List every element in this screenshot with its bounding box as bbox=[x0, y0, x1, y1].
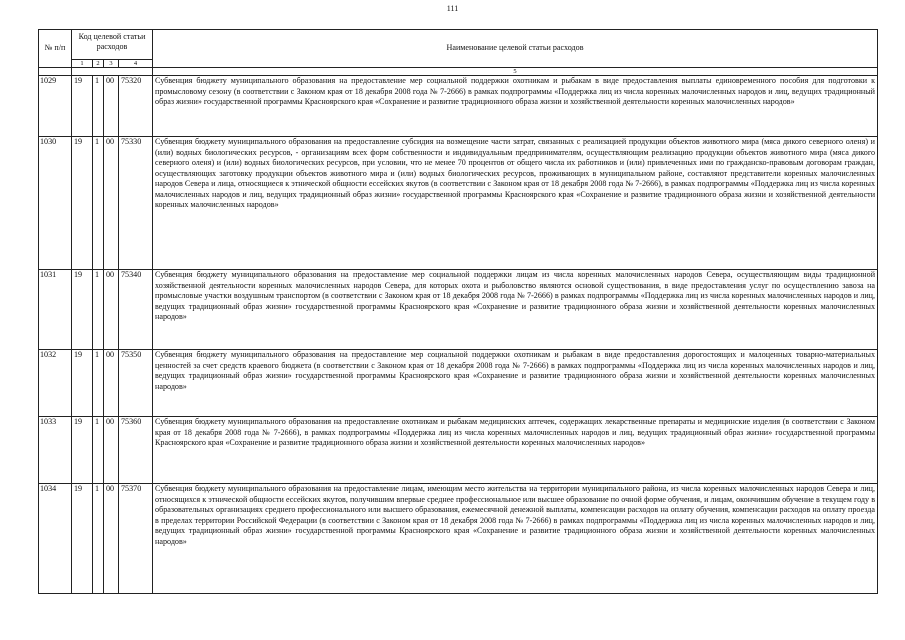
row-code-4: 75340 bbox=[119, 270, 153, 350]
row-code-4: 75360 bbox=[119, 417, 153, 484]
budget-table bbox=[38, 29, 878, 594]
row-code-4: 75350 bbox=[119, 350, 153, 417]
header-name: Наименование целевой статьи расходов bbox=[153, 30, 878, 68]
table-row bbox=[39, 270, 878, 350]
row-code-2: 1 bbox=[93, 270, 104, 350]
table-row bbox=[39, 417, 878, 484]
row-num: 1030 bbox=[39, 137, 72, 270]
row-code-2: 1 bbox=[93, 417, 104, 484]
row-name: Субвенция бюджету муниципального образования на предоставление мер социальной поддержки охотникам и рыбакам в виде предоставления выплаты единовременного пособия для подготовки к промысловому сезону (в соответствии с Законом края от 18 декабря 2008 года № 7-2666) в рамках подпрограммы «Поддержка лиц из числа коренных малочисленных народов и лиц, ведущих традиционный образ жизни» государственной программы Красноярского края «Сохранение и развитие традиционного образа жизни и хозяйственной деятельности коренных малочисленных народов» bbox=[153, 76, 878, 137]
row-code-4: 75370 bbox=[119, 484, 153, 594]
header-index: 1 bbox=[72, 60, 93, 68]
row-code-3: 00 bbox=[104, 350, 119, 417]
table-row bbox=[39, 137, 878, 270]
row-name: Субвенция бюджету муниципального образования на предоставление мер социальной поддержки охотникам и рыбакам в виде предоставления дорогостоящих и малоценных товарно-материальных ценностей за счет средств краевого бюджета (в соответствии с Законом края от 18 декабря 2008 года № 7-2666) в рамках подпрограммы «Поддержка лиц из числа коренных малочисленных народов и лиц, ведущих традиционный образ жизни» государственной программы Красноярского края «Сохранение и развитие традиционного образа жизни и хозяйственной деятельности коренных малочисленных народов» bbox=[153, 350, 878, 417]
header-index-name: 5 bbox=[153, 68, 878, 76]
row-code-3: 00 bbox=[104, 137, 119, 270]
row-name: Субвенция бюджету муниципального образования на предоставление охотникам и рыбакам медицинских аптечек, содержащих лекарственные препараты и медицинские изделия (в соответствии с Законом края от 18 декабря 2008 года № 7-2666), в рамках подпрограммы «Поддержка лиц из числа коренных малочисленных народов и лиц, ведущих традиционный образ жизни» государственной программы Красноярского края «Сохранение и развитие традиционного образа жизни и хозяйственной деятельности коренных малочисленных народов» bbox=[153, 417, 878, 484]
row-code-2: 1 bbox=[93, 137, 104, 270]
table-row bbox=[39, 350, 878, 417]
row-code-1: 19 bbox=[72, 484, 93, 594]
row-name: Субвенция бюджету муниципального образования на предоставление лицам, имеющим место жительства на территории муниципального района, из числа коренных малочисленных народов Севера и лиц, относящихся к этнической общности ессейских якутов, получившим впервые среднее профессиональное или высшее образование по очной форме обучения, и лицам, окончившим обучение в текущем году в образовательных организациях среднего профессионального или высшего образования, ежемесячной денежной выплаты, компенсации расходов на оплату обучения, компенсации расходов на оплату проезда в пределах территории Российской Федерации (в соответствии с Законом края от 18 декабря 2008 года № 7-2666) в рамках подпрограммы «Поддержка лиц из числа коренных малочисленных народов и лиц, ведущих традиционный образ жизни» государственной программы Красноярского края «Сохранение и развитие традиционного образа жизни и хозяйственной деятельности коренных малочисленных народов» bbox=[153, 484, 878, 594]
row-num: 1031 bbox=[39, 270, 72, 350]
row-code-3: 00 bbox=[104, 76, 119, 137]
row-code-3: 00 bbox=[104, 417, 119, 484]
table-row bbox=[39, 484, 878, 594]
row-code-4: 75320 bbox=[119, 76, 153, 137]
name-index-row bbox=[39, 68, 878, 76]
row-code-4: 75330 bbox=[119, 137, 153, 270]
row-code-1: 19 bbox=[72, 270, 93, 350]
header-index: 2 bbox=[93, 60, 104, 68]
row-code-1: 19 bbox=[72, 417, 93, 484]
row-num: 1029 bbox=[39, 76, 72, 137]
row-code-2: 1 bbox=[93, 76, 104, 137]
header-index: 3 bbox=[104, 60, 119, 68]
row-num: 1034 bbox=[39, 484, 72, 594]
header-num: № п/п bbox=[39, 30, 72, 68]
row-num: 1032 bbox=[39, 350, 72, 417]
row-code-3: 00 bbox=[104, 270, 119, 350]
row-name: Субвенция бюджету муниципального образования на предоставление субсидия на возмещение части затрат, связанных с реализацией продукции объектов животного мира (мяса дикого северного оленя) и (или) водных биологических ресурсов, - организациям всех форм собственности и индивидуальным предпринимателям, осуществляющим реализацию продукции объектов животного мира (мяса дикого северного оленя) и (или) водных биологических ресурсов, при условии, что не менее 70 процентов от общего числа их работников и (или) привлеченных ими по гражданско-правовым договорам граждан, осуществляющих заготовку продукции объектов животного мира и (или) водных биологических ресурсов, проживающих в муниципальном районе, составляют представители коренных малочисленных народов Севера и лица, относящиеся к этнической общности ессейских якутов (в соответствии с Законом края от 18 декабря 2008 года № 7-2666), в рамках подпрограммы «Поддержка лиц из числа коренных малочисленных народов и лиц, ведущих традиционный образ жизни» государственной программы Красноярского края «Сохранение и развитие традиционного образа жизни и хозяйственной деятельности коренных малочисленных народов» bbox=[153, 137, 878, 270]
table-row bbox=[39, 76, 878, 137]
row-code-1: 19 bbox=[72, 350, 93, 417]
row-code-3: 00 bbox=[104, 484, 119, 594]
row-code-2: 1 bbox=[93, 350, 104, 417]
row-num: 1033 bbox=[39, 417, 72, 484]
header-row bbox=[39, 30, 878, 60]
row-name: Субвенция бюджету муниципального образования на предоставление мер социальной поддержки лицам из числа коренных малочисленных народов Севера, осуществляющим виды традиционной хозяйственной деятельности коренных малочисленных народов Севера, для которых охота и рыболовство являются основой существования, в виде предоставления услуг по осуществлению завоза на промысловые участки воздушным транспортом (в соответствии с Законом края от 18 декабря 2008 года № 7-2666) в рамках подпрограммы «Поддержка лиц из числа коренных малочисленных народов и лиц, ведущих традиционный образ жизни» государственной программы Красноярского края «Сохранение и развитие традиционного образа жизни и хозяйственной деятельности коренных малочисленных народов» bbox=[153, 270, 878, 350]
header-index: 4 bbox=[119, 60, 153, 68]
header-code-group: Код целевой статьи расходов bbox=[72, 30, 153, 60]
page-number: 111 bbox=[446, 4, 459, 13]
row-code-1: 19 bbox=[72, 76, 93, 137]
row-code-2: 1 bbox=[93, 484, 104, 594]
row-code-1: 19 bbox=[72, 137, 93, 270]
